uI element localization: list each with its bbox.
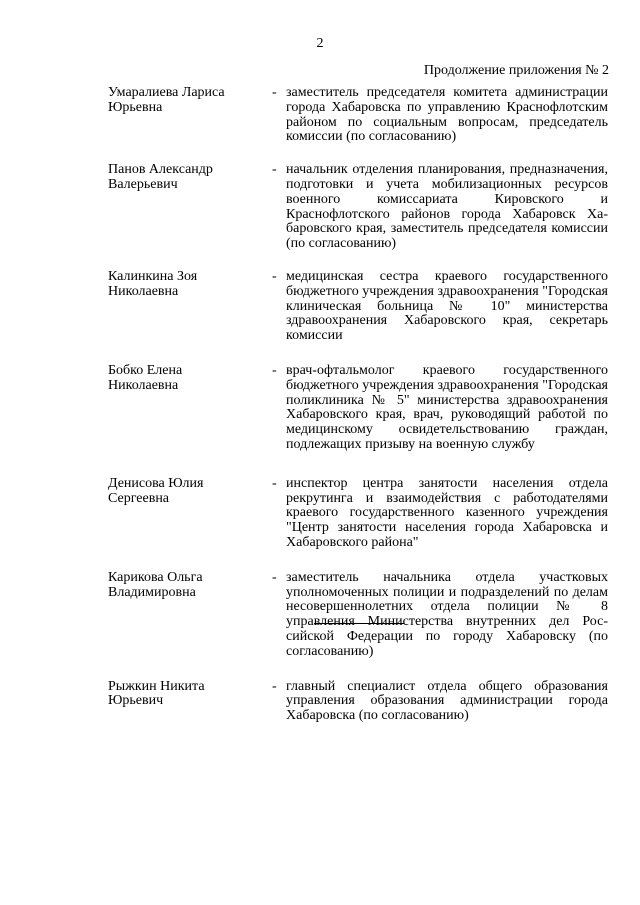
dash-separator: - [272, 569, 277, 585]
member-name [108, 477, 272, 551]
dash-separator: - [272, 162, 277, 178]
appendix-continuation-label: Продолжение приложения № 2 [423, 63, 609, 78]
member-row [108, 163, 608, 252]
member-description: начальник отделения планирования, предназначения, подготовки и учета мобилизационных ресурсов военного комиссариата Кировского и Краснофлотского районов города Хабаровск Хабаровского края, заместитель председателя комиссии (по согласованию) [286, 162, 608, 252]
member-name [108, 571, 272, 660]
member-name [108, 163, 272, 252]
member-row [108, 477, 608, 551]
member-description: главный специалист отдела общего образования управления образования администрации города Хабаровска (по согласованию) [286, 678, 608, 724]
member-row [108, 86, 608, 145]
member-row [108, 364, 608, 453]
member-surname-name: Бобко Елена [108, 362, 183, 378]
member-row [108, 680, 608, 724]
member-patronymic: Сергеевна [108, 490, 170, 506]
member-patronymic: Юрьевич [108, 693, 164, 709]
dash-separator: - [272, 268, 277, 284]
member-patronymic: Валерьевич [108, 176, 178, 192]
member-surname-name: Денисова Юлия [108, 475, 204, 491]
member-row [108, 270, 608, 344]
member-patronymic: Владимировна [108, 584, 196, 600]
end-of-list-rule [314, 623, 404, 624]
member-patronymic: Юрьевна [108, 99, 163, 115]
member-description: инспектор центра занятости населения отдела рекрутинга и взаимодействия с работодателями краевого государственного казенного учреждения "Центр занятости населения города Хабаровска и Хабаровского района" [286, 475, 608, 550]
page-number: 2 [316, 36, 324, 51]
dash-separator: - [272, 85, 277, 100]
member-description: врач-офтальмолог краевого государственного бюджетного учреждения здравоохранения "Городская поликлиника № 5" министерства здравоохранения Хабаровского края, врач, руководящий работой по медицинскому освидетельствованию граждан, подлежащих призыву на военную службу [286, 362, 608, 452]
dash-separator: - [272, 362, 277, 378]
member-surname-name: Умаралиева Лариса [108, 85, 225, 100]
dash-separator: - [272, 475, 277, 491]
member-surname-name: Калинкина Зоя [108, 268, 198, 284]
member-surname-name: Рыжкин Никита [108, 678, 205, 694]
member-description: заместитель председателя комитета администрации города Хабаровска по управлению Краснофлотским районом по социальным вопросам, председатель комиссии (по согласованию) [286, 85, 608, 145]
member-name [108, 680, 272, 724]
member-surname-name: Панов Александр [108, 162, 213, 178]
member-patronymic: Николаевна [108, 283, 179, 299]
member-name [108, 86, 272, 145]
dash-separator: - [272, 678, 277, 694]
commission-members-list [108, 86, 608, 742]
member-name [108, 270, 272, 344]
member-description: заместитель начальника отдела участковых уполномоченных полиции и подразделений по делам несовершеннолетних отдела полиции № 8 управления Министерства внутренних дел Российской Федерации по городу Хабаровску (по согласованию) [286, 569, 608, 659]
member-patronymic: Николаевна [108, 377, 179, 393]
member-name [108, 364, 272, 453]
member-surname-name: Карикова Ольга [108, 569, 203, 585]
member-description: медицинская сестра краевого государственного бюджетного учреждения здравоохранения "Городская клиническая больница № 10" министерства здравоохранения Хабаровского края, секретарь комиссии [286, 268, 608, 344]
member-row [108, 571, 608, 660]
